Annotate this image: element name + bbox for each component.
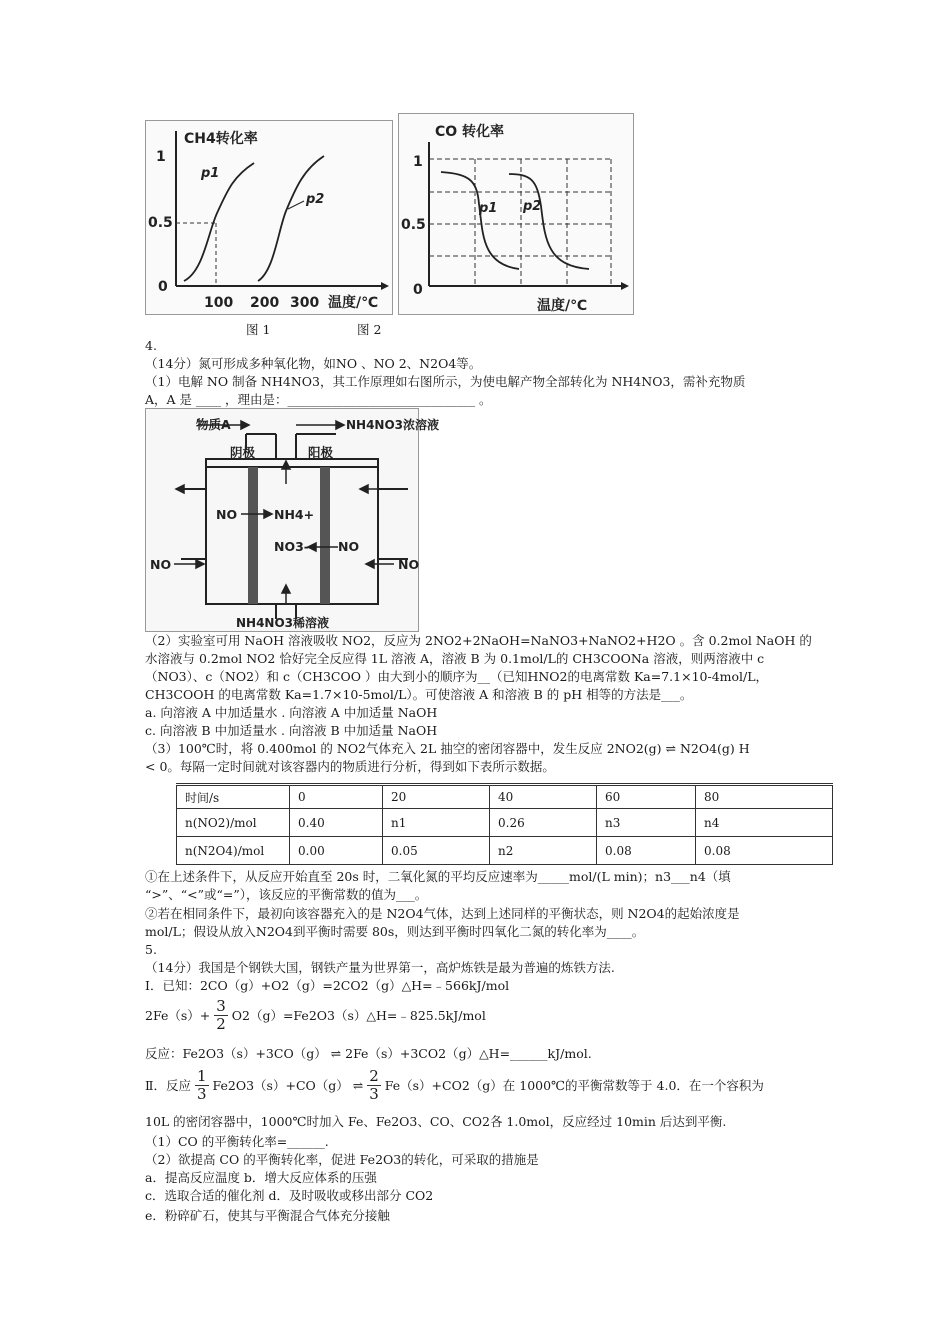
- table-cell: n(NO2)/mol: [177, 809, 290, 837]
- frac-den: 2: [216, 1015, 226, 1033]
- p2-curve: [509, 174, 589, 269]
- inlet-no-right: NO: [398, 557, 420, 572]
- table-cell: n4: [696, 809, 833, 837]
- cathode-electrode: [248, 467, 258, 604]
- q4-number: 4.: [145, 338, 157, 353]
- table-cell: 80: [696, 785, 833, 809]
- figure-2-plot: [399, 114, 633, 314]
- table-cell: 60: [597, 785, 696, 809]
- fig2-ytick-1: 1: [413, 154, 423, 170]
- cathode-label: 阴极: [230, 445, 256, 460]
- table-cell: 40: [490, 785, 597, 809]
- anode-label: 阳极: [308, 445, 334, 460]
- q5-line-3b: O2（g）=Fe2O3（s）△H=﹣825.5kJ/mol: [231, 1007, 486, 1023]
- q5-line-4: 反应：Fe2O3（s）+3CO（g） ⇌ 2Fe（s）+3CO2（g）△H=______kJ/mol.: [145, 1046, 592, 1061]
- table-cell: 20: [383, 785, 490, 809]
- table-cell: 0.00: [290, 837, 383, 865]
- fraction-1-3: [195, 1068, 209, 1103]
- electrolysis-drawing: [146, 409, 440, 631]
- concentrated-solution-label: NH4NO3浓溶液: [346, 418, 440, 432]
- table-cell: 0.08: [597, 837, 696, 865]
- q5-option-cd: c．选取合适的催化剂 d．及时吸收或移出部分 CO2: [145, 1188, 434, 1203]
- q5-line-3: [145, 998, 486, 1033]
- fig2-title: CO 转化率: [435, 124, 505, 140]
- table-cell: 0: [290, 785, 383, 809]
- table-row: [177, 809, 833, 837]
- figure-1-ch4-conversion: [145, 120, 393, 315]
- figure-2-co-conversion: [398, 113, 634, 315]
- q5-line-5: [145, 1068, 764, 1103]
- fig1-p2-label: p2: [306, 192, 325, 207]
- dilute-solution-label: NH4NO3稀溶液: [236, 616, 330, 630]
- q5-line-2: Ⅰ．已知：2CO（g）+O2（g）=2CO2（g）△H=﹣566kJ/mol: [145, 978, 510, 993]
- fig1-title: CH4转化率: [184, 131, 258, 147]
- q4-line-13: “>”、“<”或“=”），该反应的平衡常数的值为___。: [145, 887, 428, 902]
- fig2-p2-label: p2: [523, 199, 542, 214]
- q4-line-15: mol/L；假设从放入N2O4到平衡时需要 80s，则达到平衡时四氧化二氮的转化率为____。: [145, 924, 645, 939]
- fig1-xtick-100: 100: [204, 295, 234, 311]
- electrolysis-diagram: [145, 408, 440, 632]
- frac-den: 3: [369, 1085, 379, 1103]
- inlet-no-left: NO: [150, 557, 172, 572]
- figure-1-plot: [146, 121, 392, 314]
- q5-line-5c: Fe（s）+CO2（g）在 1000℃的平衡常数等于 4.0．在一个容积为: [384, 1077, 764, 1093]
- table-cell: n(N2O4)/mol: [177, 837, 290, 865]
- frac-num: 1: [196, 1067, 207, 1085]
- q4-line-14: ②若在相同条件下，最初向该容器充入的是 N2O4气体，达到上述同样的平衡状态，则 N2O4的起始浓度是: [145, 906, 740, 921]
- table-cell: 0.05: [383, 837, 490, 865]
- fig2-xlabel: 温度/℃: [537, 298, 588, 314]
- fraction-3-2: [214, 998, 228, 1033]
- fig1-ytick-1: 1: [156, 149, 166, 165]
- q4-line-4: （2）实验室可用 NaOH 溶液吸收 NO2，反应为 2NO2+2NaOH=NaNO3+NaNO2+H2O 。含 0.2mol NaOH 的: [145, 633, 812, 648]
- material-a-label: 物质A: [196, 417, 231, 432]
- fig1-ytick-0: 0: [158, 279, 168, 295]
- fig2-ytick-0: 0: [413, 282, 423, 298]
- fraction-2-3: [367, 1068, 381, 1103]
- table-cell: n1: [383, 809, 490, 837]
- q4-line-1: （14分）氮可形成多种氧化物，如NO 、NO 2、N2O4等。: [145, 356, 482, 371]
- p2-curve: [258, 156, 324, 281]
- table-row: [177, 837, 833, 865]
- q4-line-2: （1）电解 NO 制备 NH4NO3，其工作原理如右图所示，为使电解产物全部转化为 NH4NO3，需补充物质: [145, 374, 746, 389]
- table-cell: 时间/s: [177, 785, 290, 809]
- q5-line-3a: 2Fe（s）+: [145, 1007, 211, 1023]
- q4-option-a: a. 向溶液 A 中加适量水 . 向溶液 A 中加适量 NaOH: [145, 705, 438, 720]
- q5-line-8: （2）欲提高 CO 的平衡转化率，促进 Fe2O3的转化，可采取的措施是: [145, 1152, 539, 1167]
- p1-curve: [441, 172, 519, 269]
- anode-electrode: [320, 467, 330, 604]
- frac-num: 3: [216, 997, 226, 1015]
- q4-line-3: A，A 是 ____ ，理由是：______________________________ 。: [145, 392, 492, 407]
- q5-line-6: 10L 的密闭容器中，1000℃时加入 Fe、Fe2O3、CO、CO2各 1.0mol，反应经过 10min 后达到平衡.: [145, 1114, 727, 1129]
- figure-1-caption: 图 1: [246, 322, 271, 337]
- nh4-label: NH4+: [274, 507, 315, 522]
- fig1-ytick-05: 0.5: [148, 215, 173, 231]
- table-cell: 0.40: [290, 809, 383, 837]
- q4-line-7: CH3COOH 的电离常数 Ka=1.7×10-5mol/L）。可使溶液 A 和溶液 B 的 pH 相等的方法是___。: [145, 687, 693, 702]
- data-table: [176, 783, 833, 865]
- q4-option-c: c. 向溶液 B 中加适量水 . 向溶液 B 中加适量 NaOH: [145, 723, 438, 738]
- fig2-p1-label: p1: [479, 201, 498, 216]
- q4-line-10: （3）100℃时，将 0.400mol 的 NO2气体充入 2L 抽空的密闭容器中，发生反应 2NO2(g) ⇌ N2O4(g) H: [145, 741, 750, 756]
- q5-line-1: （14分）我国是个钢铁大国，钢铁产量为世界第一，高炉炼铁是最为普遍的炼铁方法.: [145, 960, 615, 975]
- frac-num: 2: [369, 1067, 379, 1085]
- figure-2-caption: 图 2: [357, 322, 382, 337]
- q5-number: 5.: [145, 942, 157, 957]
- cathode-no-label: NO: [216, 507, 238, 522]
- q4-line-6: （NO3）、c（NO2）和 c（CH3COO ）由大到小的顺序为__（已知HNO2的电离常数 Ka=7.1×10-4mol/L，: [145, 669, 769, 684]
- fig2-ytick-05: 0.5: [401, 217, 426, 233]
- table-cell: 0.26: [490, 809, 597, 837]
- table-cell: n3: [597, 809, 696, 837]
- q5-line-5b: Fe2O3（s）+CO（g） ⇌: [212, 1077, 364, 1093]
- q4-line-11: < 0。每隔一定时间就对该容器内的物质进行分析，得到如下表所示数据。: [145, 759, 555, 774]
- table-header-row: [177, 785, 833, 809]
- q5-line-5a: Ⅱ．反应: [145, 1077, 191, 1093]
- fig1-xlabel: 温度/℃: [328, 295, 379, 311]
- frac-den: 3: [196, 1085, 207, 1103]
- fig1-xtick-300: 300: [290, 295, 320, 311]
- no3-label: NO3-: [274, 539, 309, 554]
- table-cell: 0.08: [696, 837, 833, 865]
- table-cell: n2: [490, 837, 597, 865]
- q4-line-5: 水溶液与 0.2mol NO2 恰好完全反应得 1L 溶液 A，溶液 B 为 0.1mol/L的 CH3COONa 溶液，则两溶液中 c: [145, 651, 765, 666]
- q5-option-e: e．粉碎矿石，使其与平衡混合气体充分接触: [145, 1208, 390, 1223]
- q5-option-ab: a．提高反应温度 b．增大反应体系的压强: [145, 1170, 377, 1185]
- q4-line-12: ①在上述条件下，从反应开始直至 20s 时，二氧化氮的平均反应速率为_____mol/(L min)；n3___n4（填: [145, 869, 731, 884]
- anode-no-label: NO: [338, 539, 360, 554]
- fig1-p1-label: p1: [201, 166, 220, 181]
- fig1-xtick-200: 200: [250, 295, 280, 311]
- q5-line-7: （1）CO 的平衡转化率=______.: [145, 1134, 329, 1149]
